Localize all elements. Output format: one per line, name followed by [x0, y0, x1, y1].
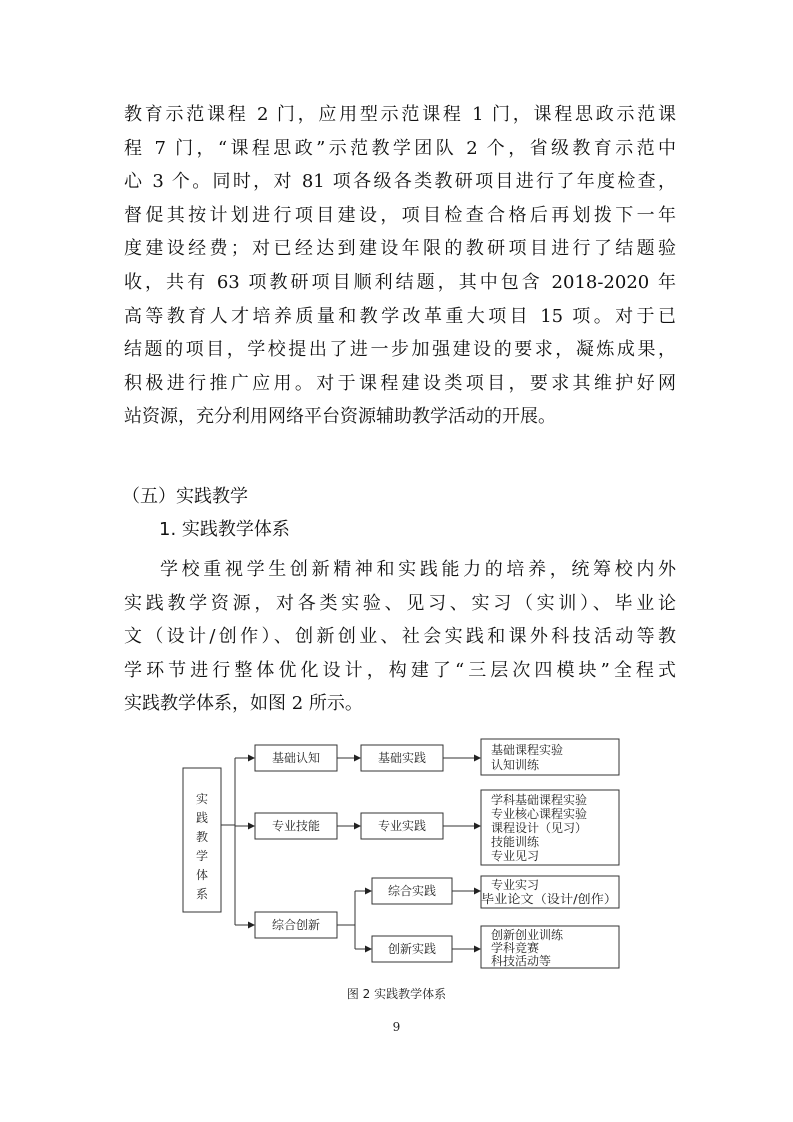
leaf-label: 科技活动等	[491, 954, 552, 968]
paragraph-line: 度建设经费；对已经达到建设年限的教研项目进行了结题验	[124, 238, 676, 260]
paragraph-line: 教育示范课程 2 门，应用型示范课程 1 门，课程思政示范课	[124, 104, 676, 125]
paragraph-line: 学环节进行整体优化设计，构建了“三层次四模块”全程式	[124, 659, 676, 681]
root-char: 体	[195, 868, 209, 882]
leaf-label: 学科竞赛	[491, 941, 540, 955]
section-heading: （五）实践教学	[122, 486, 248, 507]
level1-label: 基础认知	[271, 751, 321, 765]
root-char: 教	[195, 830, 209, 844]
paragraph-line: 心 3 个。同时，对 81 项各级各类教研项目进行了年度检查，	[124, 171, 676, 193]
level1-label: 综合创新	[271, 918, 321, 932]
leaf-label: 基础课程实验	[491, 743, 564, 757]
paragraph-line: 实践教学资源，对各类实验、见习、实习（实训）、毕业论	[124, 592, 676, 614]
paragraph-line: 文（设计/创作）、创新创业、社会实践和课外科技活动等教	[124, 626, 676, 648]
root-char: 践	[195, 811, 209, 825]
paragraph-teaching-reform	[124, 98, 676, 434]
leaf-label: 毕业论文（设计/创作）	[481, 892, 606, 906]
level2-label: 创新实践	[387, 942, 437, 956]
leaf-label: 课程设计（见习）	[491, 821, 588, 835]
paragraph-line: 程 7 门，“课程思政”示范教学团队 2 个，省级教育示范中	[124, 137, 676, 159]
leaf-label: 专业实习	[491, 878, 540, 892]
level1-label: 专业技能	[271, 819, 321, 833]
root-char: 学	[195, 849, 209, 863]
level2-label: 专业实践	[377, 819, 427, 833]
paragraph-line: 积极进行推广应用。对于课程建设类项目，要求其维护好网	[124, 372, 676, 394]
level2-label: 综合实践	[387, 884, 437, 898]
page-number: 9	[392, 1020, 401, 1034]
paragraph-line: 学校重视学生创新精神和实践能力的培养，统筹校内外	[160, 559, 676, 580]
paragraph-practice-system	[124, 553, 676, 721]
paragraph-line: 督促其按计划进行项目建设，项目检查合格后再划拨下一年	[124, 204, 676, 226]
paragraph-line: 实践教学体系，如图 2 所示。	[124, 693, 363, 715]
leaf-label: 创新创业训练	[491, 928, 564, 942]
paragraph-line: 高等教育人才培养质量和教学改革重大项目 15 项。对于已	[124, 305, 676, 327]
root-char: 系	[195, 887, 209, 901]
paragraph-line: 结题的项目，学校提出了进一步加强建设的要求，凝炼成果，	[124, 339, 676, 361]
paragraph-line: 收，共有 63 项教研项目顺利结题，其中包含 2018-2020 年	[124, 271, 676, 293]
practice-system-diagram	[180, 737, 625, 969]
leaf-label: 专业见习	[491, 849, 540, 863]
level2-label: 基础实践	[377, 751, 427, 765]
leaf-label: 学科基础课程实验	[491, 793, 588, 807]
paragraph-line: 站资源，充分利用网络平台资源辅助教学活动的开展。	[124, 406, 556, 428]
leaf-label: 专业核心课程实验	[491, 807, 588, 821]
subsection-heading: 1. 实践教学体系	[159, 519, 290, 540]
leaf-label: 认知训练	[491, 758, 540, 772]
leaf-label: 技能训练	[491, 835, 540, 849]
root-char: 实	[195, 792, 209, 806]
figure-caption: 图 2 实践教学体系	[346, 987, 447, 1001]
